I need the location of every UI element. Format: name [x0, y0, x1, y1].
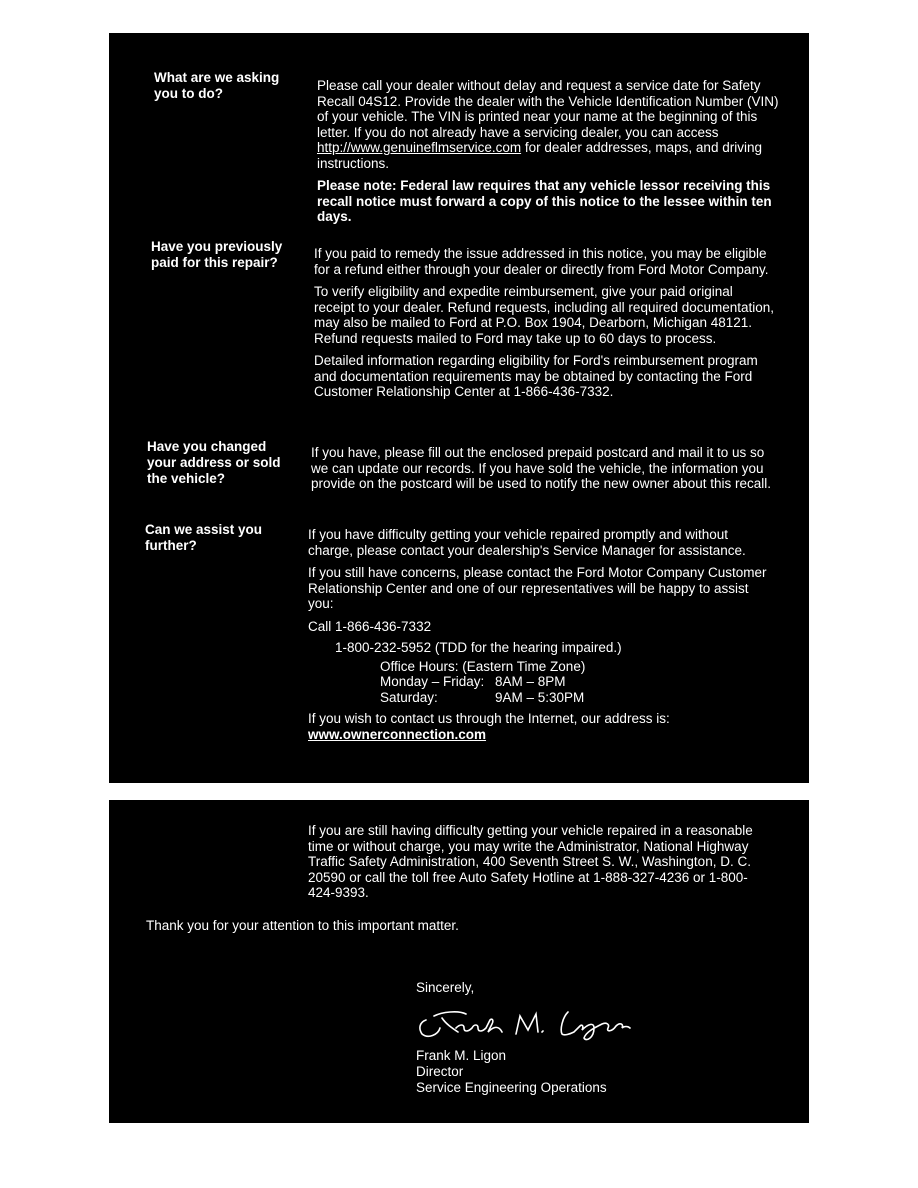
signer-department: Service Engineering Operations — [416, 1080, 607, 1095]
closing-salutation: Sincerely, — [416, 980, 475, 995]
answer-text — [314, 246, 776, 407]
refund-paragraph: If you paid to remedy the issue addressed in this notice, you may be eligible for a refund either through your dealer or directly from Ford Motor Company. — [314, 246, 769, 277]
letter-panel-bottom — [109, 800, 809, 1123]
signature-block — [416, 980, 632, 1096]
tdd-number: 1-800-232-5952 (TDD for the hearing impaired.) — [335, 640, 622, 655]
answer-text — [311, 445, 773, 499]
instruction-paragraph: Please call your dealer without delay and request a service date for Safety Recall 04S12. Provide the dealer with the Vehicle Identification Number (VIN) of your vehicle. The VIN is printed near your name at the beginning of this letter. If you do not already have a servicing dealer, you can access http://www.genuineflmservice.com for dealer addresses, maps, and driving instructions. — [317, 78, 779, 171]
signer-title: Director — [416, 1064, 464, 1079]
customer-center-paragraph: If you still have concerns, please contact the Ford Motor Company Customer Relationship Center and one of our representatives will be happy to assist you: — [308, 565, 767, 611]
nhtsa-paragraph: If you are still having difficulty getting your vehicle repaired in a reasonable time or without charge, you may write the Administrator, National Highway Traffic Safety Administration, 400 Seventh Street S. W., Washington, D. C. 20590 or call the toll free Auto Safety Hotline at 1-888-327-4236 or 1-800-424-9393. — [308, 823, 753, 900]
signer-name: Frank M. Ligon — [416, 1048, 507, 1063]
internet-text: If you wish to contact us through the Internet, our address is: — [308, 711, 670, 726]
lessor-notice: Please note: Federal law requires that any vehicle lessor receiving this recall notice must forward a copy of this notice to the lessee within ten days. — [317, 178, 772, 224]
question-heading: Can we assist you further? — [145, 522, 263, 553]
office-hours-label: Office Hours: (Eastern Time Zone) — [380, 658, 586, 674]
question-heading: Have you previously paid for this repair? — [151, 239, 283, 270]
contact-block — [308, 619, 770, 743]
service-manager-paragraph: If you have difficulty getting your vehicle repaired promptly and without charge, please contact your dealership's Service Manager for assistance. — [308, 527, 746, 558]
dealer-locator-link[interactable]: http://www.genuineflmservice.com — [317, 140, 522, 155]
signature-image — [412, 1002, 632, 1044]
letter-panel-top — [109, 33, 809, 783]
reimbursement-paragraph: Detailed information regarding eligibility for Ford's reimbursement program and documentation requirements may be obtained by contacting the Ford Customer Relationship Center at 1-866-436-7332. — [314, 353, 758, 399]
answer-text — [317, 78, 779, 232]
thank-you-line: Thank you for your attention to this important matter. — [146, 918, 459, 933]
owner-connection-link[interactable]: www.ownerconnection.com — [308, 726, 487, 742]
question-heading: Have you changed your address or sold the vehicle? — [147, 439, 281, 486]
postcard-paragraph: If you have, please fill out the enclosed prepaid postcard and mail it to us so we can update our records. If you have sold the vehicle, the information you provide on the postcard will be used to notify the new owner about this recall. — [311, 445, 772, 491]
question-heading: What are we asking you to do? — [154, 70, 280, 101]
saturday-hours: Saturday: 9AM – 5:30PM — [380, 689, 585, 705]
answer-text — [308, 527, 770, 745]
call-number: Call 1-866-436-7332 — [308, 618, 432, 634]
verify-paragraph: To verify eligibility and expedite reimbursement, give your paid original receipt to your dealer. Refund requests, including all required documentation, may also be mailed to Ford at P.O. Box 1904, Dearborn, Michigan 48121. Refund requests mailed to Ford may take up to 60 days to process. — [314, 284, 775, 346]
weekday-hours: Monday – Friday: 8AM – 8PM — [380, 674, 566, 689]
